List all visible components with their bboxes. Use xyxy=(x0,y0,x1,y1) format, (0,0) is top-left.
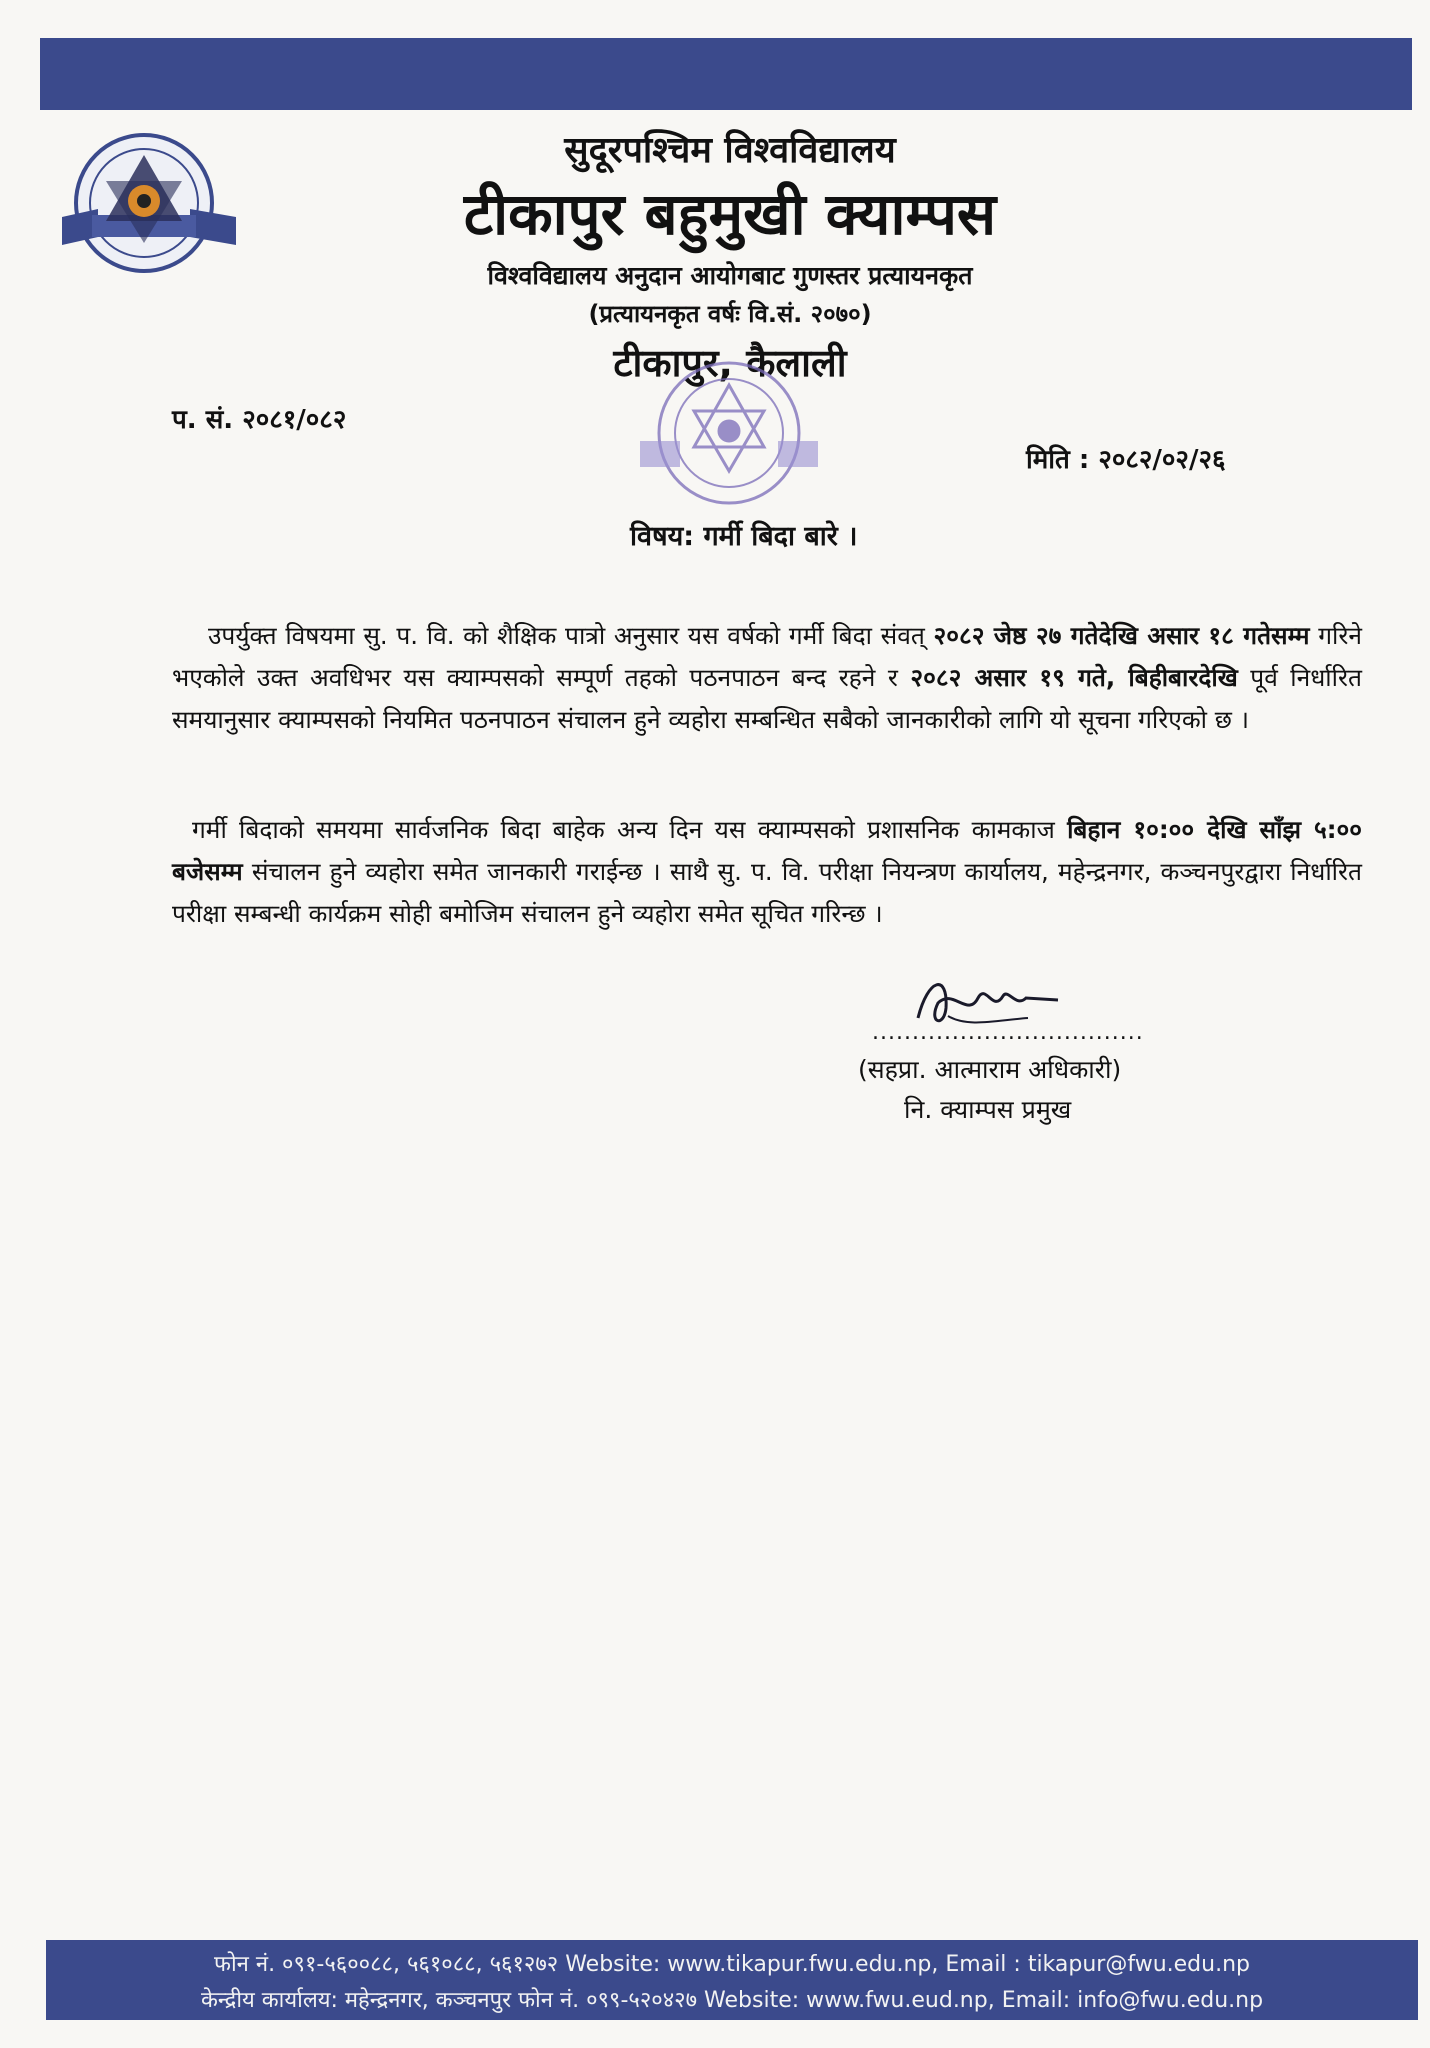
campus-location: टीकापुर, कैलाली xyxy=(613,341,847,385)
body-paragraph-1 xyxy=(172,615,1362,741)
campus-stamp-icon xyxy=(634,355,824,515)
footer-contact-campus: फोन नं. ०९१-५६००८८, ५६१०८८, ५६१२७२ Website: www.tikapur.fwu.edu.np, Email : tikapur@fwu.edu.np xyxy=(214,1952,1250,1977)
footer-contact-central: केन्द्रीय कार्यालय: महेन्द्रनगर, कञ्चनपुर फोन नं. ०९९-५२०४२७ Website: www.fwu.eud.np, Email: info@fwu.edu.np xyxy=(200,1988,1264,2013)
body-text: संचालन हुने व्यहोरा समेत जानकारी गराईन्छ । साथै सु. प. वि. परीक्षा नियन्त्रण कार्यालय, महेन्द्रनगर, कञ्चनपुरद्वारा निर्धारित परीक्षा सम्बन्धी कार्यक्रम सोही बमोजिम संचालन हुने व्यहोरा समेत सूचित गरिन्छ । xyxy=(172,856,1362,928)
university-name: सुदूरपश्चिम विश्वविद्यालय xyxy=(564,130,896,171)
letter-date: मिति : २०८२/०२/२६ xyxy=(1026,445,1226,475)
signatory-title: नि. क्याम्पस प्रमुख xyxy=(904,1095,1072,1124)
footer-band xyxy=(46,1940,1418,2020)
letter-subject: विषय: गर्मी बिदा बारे । xyxy=(630,521,858,552)
accreditation-year: (प्रत्यायनकृत वर्षः वि.सं. २०७०) xyxy=(588,300,872,328)
emphasized-text: २०८२ जेष्ठ २७ गतेदेखि असार १८ गतेसम्म xyxy=(933,620,1310,650)
body-text: पूर्व निर्धारित समयानुसार क्याम्पसको नियमित पठनपाठन संचालन हुने व्यहोरा सम्बन्धित सबैको जानकारीको लागि यो सूचना गरिएको छ । xyxy=(172,662,1362,734)
reference-number: प. सं. २०८१/०८२ xyxy=(172,405,347,435)
header-band xyxy=(40,38,1412,110)
body-text: गर्मी बिदाको समयमा सार्वजनिक बिदा बाहेक अन्य दिन यस क्याम्पसको प्रशासनिक कामकाज xyxy=(192,814,1068,844)
signature-line: .................................. xyxy=(872,1020,1144,1045)
university-seal-icon xyxy=(58,125,240,285)
emphasized-text: २०८२ असार १९ गते, बिहीबारदेखि xyxy=(910,662,1238,692)
accreditation-line: विश्वविद्यालय अनुदान आयोगबाट गुणस्तर प्रत्यायनकृत xyxy=(487,261,973,290)
signatory-name: (सहप्रा. आत्माराम अधिकारी) xyxy=(858,1055,1122,1084)
campus-name: टीकापुर बहुमुखी क्याम्पस xyxy=(463,180,997,248)
emphasized-text: बिहान १०:०० देखि साँझ ५:०० बजेसम्म xyxy=(172,814,1363,886)
body-paragraph-2 xyxy=(172,809,1362,935)
body-text: गरिने भएकोले उक्त अवधिभर यस क्याम्पसको सम्पूर्ण तहको पठनपाठन बन्द रहने र xyxy=(172,620,1363,692)
body-text: उपर्युक्त विषयमा सु. प. वि. को शैक्षिक पात्रो अनुसार यस वर्षको गर्मी बिदा संवत् xyxy=(208,620,934,650)
